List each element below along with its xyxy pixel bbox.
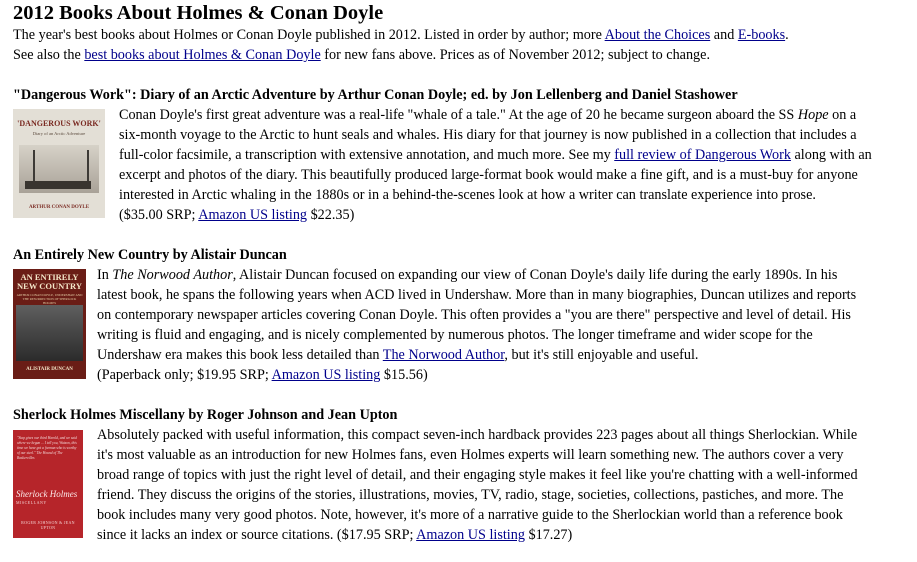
desc-line: [119, 105, 872, 125]
desc-line: book includes many very good photos. Note, however, it's more of a narrative guide to the Sherlockian world than a reference book: [97, 507, 843, 523]
book-title: "Dangerous Work": Diary of an Arctic Adventure by Arthur Conan Doyle; ed. by Jon Lellenberg and Daniel Stashower: [13, 87, 738, 103]
page-title: 2012 Books About Holmes & Conan Doyle: [13, 2, 384, 24]
desc-text: In: [97, 267, 113, 283]
book-reference: The Norwood Author: [112, 267, 233, 283]
intro: [13, 25, 913, 65]
about-choices-link[interactable]: About the Choices: [604, 27, 711, 43]
price-text: $22.35): [307, 207, 355, 223]
best-books-link[interactable]: best books about Holmes & Conan Doyle: [84, 47, 321, 63]
book-title: An Entirely New Country by Alistair Duncan: [13, 247, 287, 263]
amazon-link[interactable]: Amazon US listing: [271, 367, 381, 383]
desc-line: latest book, he spans the following years when ACD lived in Undershaw. More than in many biographies, Duncan utilizes and reports: [97, 287, 857, 303]
book-cover-sherlock-miscellany[interactable]: [13, 430, 83, 538]
amazon-link[interactable]: Amazon US listing: [416, 527, 525, 543]
desc-line: [97, 265, 856, 285]
desc-text: full-color facsimile, a transcription with extensive annotation, and much more. See my: [119, 147, 615, 163]
intro-text: The year's best books about Holmes or Conan Doyle published in 2012. Listed in order by author; more: [13, 27, 605, 43]
book-title: Sherlock Holmes Miscellany by Roger Johnson and Jean Upton: [13, 407, 398, 423]
desc-line: six-month voyage to the Arctic to hunt seals and whales. His diary for that journey is now published in a collection that includes a: [119, 127, 857, 143]
price-line: [119, 205, 872, 225]
desc-line: it's most valuable as an introduction for new Holmes fans, even Holmes experts will learn something new. The authors cover a very: [97, 447, 844, 463]
book-cover-entirely-new-country[interactable]: [13, 269, 86, 379]
cover-title: 'DANGEROUS WORK': [17, 119, 101, 128]
amazon-link[interactable]: Amazon US listing: [198, 207, 308, 223]
book-description: [97, 265, 856, 385]
ship-name: Hope: [797, 107, 829, 123]
price-text: $17.27): [524, 527, 573, 543]
review-link[interactable]: full review of Dangerous Work: [614, 147, 791, 163]
intro-text: and: [710, 27, 738, 43]
book-description: [119, 105, 872, 225]
desc-line: [119, 145, 872, 165]
desc-text: along with an: [790, 147, 872, 163]
desc-line: [97, 345, 856, 365]
cover-illustration: [16, 305, 83, 361]
ship-hull: [25, 181, 91, 189]
cover-author: ROGER JOHNSON & JEAN UPTON: [21, 520, 75, 530]
desc-text: Undershaw era makes this book less detailed than: [97, 347, 383, 363]
desc-line: broad range of topics with just the right level of detail, and their engaging style makes it feel like you're chatting with a well-informed: [97, 467, 858, 483]
price-text: ($35.00 SRP;: [119, 207, 199, 223]
norwood-author-link[interactable]: The Norwood Author: [382, 347, 505, 363]
desc-text: , but it's still enjoyable and useful.: [504, 347, 699, 363]
cover-quote: "Stap gives our third Harold, and we said where we begun ... I tell you, Watson, this time we have got a foeman who is worthy of our steel." The Hound of The Baskervilles: [17, 436, 77, 460]
cover-subtitle: Diary of an Arctic Adventure: [32, 131, 86, 136]
price-text: (Paperback only; $19.95 SRP;: [97, 367, 272, 383]
book-cover-dangerous-work[interactable]: [13, 109, 105, 218]
intro-text: for new fans above. Prices as of November 2012; subject to change.: [320, 47, 710, 63]
desc-text: on a: [828, 107, 857, 123]
intro-text: .: [785, 27, 789, 43]
price-line: [97, 525, 858, 545]
desc-line: interested in Arctic whaling in the 1880s or in a behind-the-scenes look at how a writer can translate experience into prose.: [119, 187, 816, 203]
cover-author: ARTHUR CONAN DOYLE: [28, 205, 90, 210]
desc-line: Absolutely packed with useful information, this compact seven-inch hardback provides 223 pages about all things Sherlockian. While: [97, 427, 858, 443]
desc-line: friend. They discuss the origins of the stories, illustrations, movies, TV, radio, stage, societies, collections, pastiches, and more. The: [97, 487, 844, 503]
desc-text: Conan Doyle's first great adventure was a real-life "whale of a tale." At the age of 20 he became surgeon aboard the SS: [119, 107, 798, 123]
cover-subtitle: MISCELLANY: [16, 500, 47, 505]
desc-text: , Alistair Duncan focused on expanding our view of Conan Doyle's daily life during the early 1890s. In his: [232, 267, 838, 283]
desc-line: excerpt and photos of the diary. This beautifully produced large-format book would make a fine gift, and is a must-buy for anyone: [119, 167, 858, 183]
ebooks-link[interactable]: E-books: [737, 27, 786, 43]
price-line: [97, 365, 856, 385]
desc-line: writing is fluid and engaging, and is nicely complemented by numerous photos. The longer timeframe and wider scope for the: [97, 327, 813, 343]
desc-text: since it lacks an index or source citations. ($17.95 SRP;: [97, 527, 417, 543]
cover-title: Sherlock Holmes: [16, 489, 78, 499]
cover-title: AN ENTIRELY NEW COUNTRY: [17, 272, 82, 291]
cover-author: ALISTAIR DUNCAN: [26, 367, 73, 372]
intro-line-2: [13, 45, 913, 65]
desc-line: on contemporary newspaper articles covering Conan Doyle. This often provides a "you are there" perspective and level of detail. His: [97, 307, 851, 323]
cover-subtitle: ARTHUR CONAN DOYLE, UNDERSHAW AND THE RESURRECTION OF SHERLOCK HOLMES: [16, 293, 83, 305]
book-description: [97, 425, 858, 545]
intro-line-1: [13, 25, 913, 45]
price-text: $15.56): [380, 367, 428, 383]
intro-text: See also the: [13, 47, 85, 63]
